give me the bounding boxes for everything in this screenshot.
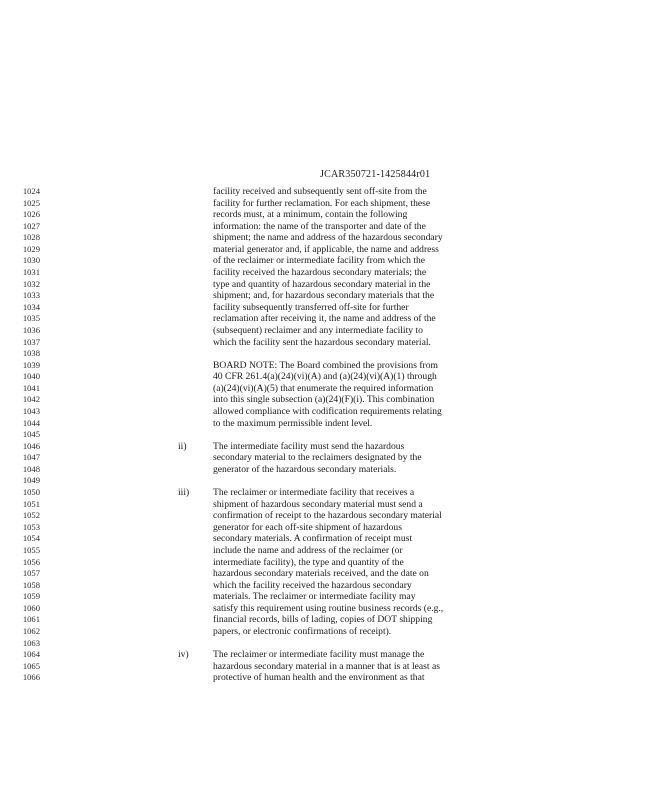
line-text: reclamation after receiving it, the name and address of the — [213, 313, 436, 325]
document-line — [0, 337, 671, 349]
line-number: 1026 — [22, 209, 40, 220]
document-line — [0, 209, 671, 221]
document-line — [0, 603, 671, 615]
line-number: 1034 — [22, 301, 40, 312]
line-text: facility received and subsequently sent off-site from the — [213, 186, 427, 197]
document-line — [0, 406, 671, 418]
line-text: type and quantity of hazardous secondary material in the — [213, 278, 431, 290]
document-line — [0, 580, 671, 592]
document-line — [0, 557, 671, 569]
document-line — [0, 255, 671, 267]
line-number: 1062 — [22, 625, 40, 636]
line-number: 1065 — [22, 660, 40, 671]
document-line — [0, 591, 671, 603]
document-line — [0, 626, 671, 638]
line-number: 1029 — [22, 243, 40, 254]
line-text: allowed compliance with codification requirements relating — [213, 405, 442, 417]
line-number: 1052 — [22, 510, 40, 521]
line-text: shipment of hazardous secondary material must send a — [213, 498, 423, 510]
line-number: 1037 — [22, 336, 40, 347]
line-text: into this single subsection (a)(24)(F)(i). This combination — [213, 394, 435, 406]
line-number: 1047 — [22, 452, 40, 463]
document-line — [0, 522, 671, 534]
line-text: information: the name of the transporter and date of the — [213, 220, 426, 232]
document-line — [0, 279, 671, 291]
line-number: 1058 — [22, 579, 40, 590]
line-number: 1042 — [22, 394, 40, 405]
line-text: facility subsequently transferred off-site for further — [213, 301, 409, 313]
document-line — [0, 638, 671, 650]
line-text: shipment; the name and address of the hazardous secondary — [213, 232, 443, 244]
document-line — [0, 464, 671, 476]
line-number: 1041 — [22, 382, 40, 393]
document-line — [0, 649, 671, 661]
line-text: to the maximum permissible indent level. — [213, 417, 373, 429]
line-text: intermediate facility), the type and quantity of the — [213, 556, 404, 568]
line-text: hazardous secondary material in a manner that is at least as — [213, 660, 440, 672]
line-text: financial records, bills of lading, copies of DOT shipping — [213, 614, 433, 626]
line-text: materials. The reclaimer or intermediate facility may — [213, 591, 416, 603]
line-number: 1045 — [22, 429, 40, 440]
document-line — [0, 371, 671, 383]
document-line — [0, 302, 671, 314]
line-number: 1050 — [22, 487, 40, 498]
document-line — [0, 429, 671, 441]
document-line — [0, 418, 671, 430]
line-text: hazardous secondary materials received, and the date on — [213, 568, 429, 580]
line-text: satisfy this requirement using routine business records (e.g., — [213, 602, 444, 614]
line-text: The intermediate facility must send the hazardous — [213, 440, 405, 452]
line-text: facility received the hazardous secondary materials; the — [213, 267, 427, 279]
line-number: 1028 — [22, 232, 40, 243]
line-text: papers, or electronic confirmations of receipt). — [213, 625, 392, 637]
document-line — [0, 360, 671, 372]
line-text: The reclaimer or intermediate facility that receives a — [213, 487, 415, 499]
document-line — [0, 313, 671, 325]
line-number: 1039 — [22, 359, 40, 370]
line-text: which the facility sent the hazardous secondary material. — [213, 336, 431, 348]
document-id-header: JCAR350721-1425844r01 — [320, 169, 431, 180]
line-text: BOARD NOTE: The Board combined the provisions from — [213, 359, 438, 371]
line-number: 1053 — [22, 521, 40, 532]
document-line — [0, 394, 671, 406]
line-text: (subsequent) reclaimer and any intermediate facility to — [213, 324, 423, 336]
line-text: include the name and address of the reclaimer (or — [213, 544, 403, 556]
line-number: 1033 — [22, 290, 40, 301]
document-line — [0, 499, 671, 511]
subsection-marker: iii) — [178, 487, 190, 499]
document-line — [0, 232, 671, 244]
subsection-marker: iv) — [178, 649, 189, 661]
line-text: protective of human health and the environment as that — [213, 672, 425, 684]
document-line — [0, 614, 671, 626]
line-number: 1057 — [22, 568, 40, 579]
line-number: 1064 — [22, 649, 40, 660]
line-number: 1025 — [22, 197, 40, 208]
line-number: 1059 — [22, 591, 40, 602]
document-line — [0, 290, 671, 302]
line-text: material generator and, if applicable, the name and address — [213, 243, 439, 255]
document-line — [0, 533, 671, 545]
line-number: 1027 — [22, 220, 40, 231]
document-line — [0, 244, 671, 256]
line-number: 1024 — [22, 186, 40, 196]
document-line — [0, 267, 671, 279]
line-number: 1061 — [22, 614, 40, 625]
line-number: 1046 — [22, 440, 40, 451]
line-number: 1030 — [22, 255, 40, 266]
line-text: shipment; and, for hazardous secondary materials that the — [213, 290, 435, 302]
line-text: (a)(24)(vi)(A)(5) that enumerate the required information — [213, 382, 434, 394]
line-number: 1038 — [22, 348, 40, 359]
line-text: records must, at a minimum, contain the following — [213, 209, 408, 221]
line-number: 1060 — [22, 602, 40, 613]
line-text: generator for each off-site shipment of hazardous — [213, 521, 402, 533]
document-line — [0, 672, 671, 684]
line-text: The reclaimer or intermediate facility must manage the — [213, 649, 425, 661]
line-number: 1049 — [22, 475, 40, 486]
subsection-marker: ii) — [178, 440, 187, 452]
document-line — [0, 441, 671, 453]
document-line — [0, 221, 671, 233]
document-line — [0, 198, 671, 210]
line-number: 1044 — [22, 417, 40, 428]
line-number: 1063 — [22, 637, 40, 648]
line-text: which the facility received the hazardous secondary — [213, 579, 412, 591]
document-line — [0, 383, 671, 395]
line-number: 1048 — [22, 463, 40, 474]
document-line — [0, 348, 671, 360]
line-number: 1040 — [22, 371, 40, 382]
document-line — [0, 452, 671, 464]
document-body — [0, 186, 671, 684]
line-text: generator of the hazardous secondary materials. — [213, 463, 397, 475]
document-line — [0, 186, 671, 198]
line-text: secondary material to the reclaimers designated by the — [213, 452, 422, 464]
line-number: 1051 — [22, 498, 40, 509]
line-number: 1056 — [22, 556, 40, 567]
line-number: 1035 — [22, 313, 40, 324]
document-line — [0, 325, 671, 337]
document-line — [0, 475, 671, 487]
document-line — [0, 661, 671, 673]
line-number: 1036 — [22, 324, 40, 335]
line-number: 1032 — [22, 278, 40, 289]
line-number: 1054 — [22, 533, 40, 544]
document-line — [0, 487, 671, 499]
line-number: 1066 — [22, 672, 40, 683]
line-text: secondary materials. A confirmation of receipt must — [213, 533, 413, 545]
document-line — [0, 510, 671, 522]
line-text: facility for further reclamation. For each shipment, these — [213, 197, 431, 209]
line-text: confirmation of receipt to the hazardous secondary material — [213, 510, 442, 522]
line-text: of the reclaimer or intermediate facility from which the — [213, 255, 426, 267]
document-line — [0, 545, 671, 557]
line-number: 1055 — [22, 544, 40, 555]
line-number: 1043 — [22, 405, 40, 416]
document-line — [0, 568, 671, 580]
line-number: 1031 — [22, 267, 40, 278]
line-text: 40 CFR 261.4(a)(24)(vi)(A) and (a)(24)(vi)(A)(1) through — [213, 371, 437, 383]
